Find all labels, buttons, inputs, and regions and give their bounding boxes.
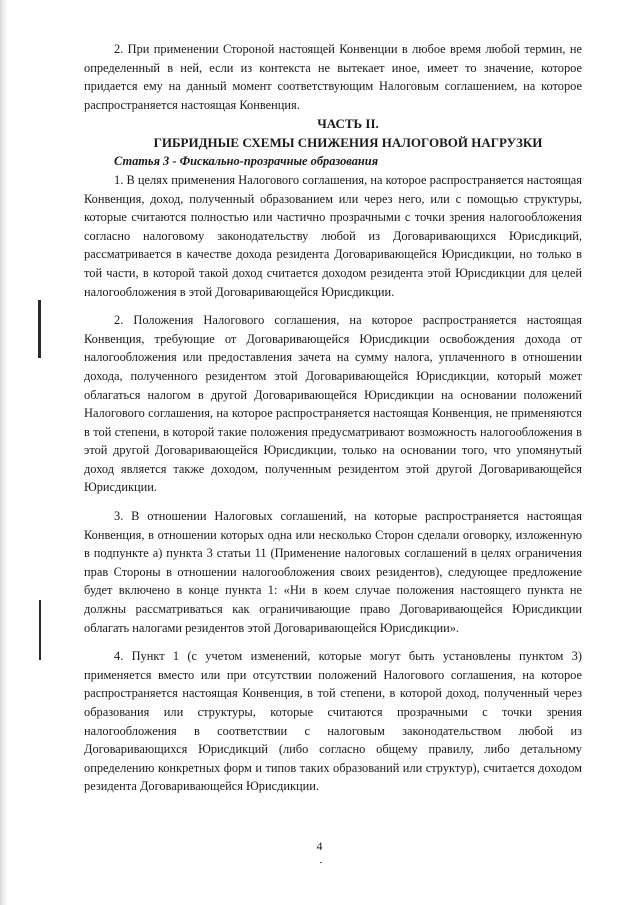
page-number: 4 <box>316 839 323 853</box>
article-paragraph-3: 3. В отношении Налоговых соглашений, на которые распространяется настоящая Конвенция, в отношении которых одна или несколько Сторон сделали оговорку, изложенную в подпункте а) пункта 3 статьи 11 (Применение налоговых соглашений в целях ограничения прав Стороны в отношении налогообложения своих резидентов), следующее предложение будет включено в конце пункта 1: «Ни в коем случае положения настоящего пункта не должны рассматриваться как ограничивающие право Договаривающейся Юрисдикции облагать налогами резидентов этой Договаривающейся Юрисдикции». <box>84 509 582 635</box>
article-paragraph-2: 2. Положения Налогового соглашения, на которое распространяется настоящая Конвенция, требующие от Договаривающейся Юрисдикции освобождения дохода от налогообложения или предоставления зачета на сумму налога, уплаченного в отношении дохода, полученного резидентом этой Договаривающейся Юрисдикции, который может облагаться налогом в другой Договаривающейся Юрисдикции на основании положений Налогового соглашения, на которое распространяется настоящая Конвенция, не применяются в той степени, в которой такие положения предусматривают возможность налогообложения в этой другой Договаривающейся Юрисдикции, только на основании того, что упомянутый доход является также доходом, полученным резидентом этой другой Договаривающейся Юрисдикции. <box>84 313 582 495</box>
scan-binding-mark <box>38 300 41 358</box>
document-body <box>84 40 582 796</box>
scan-binding-edge <box>0 0 8 905</box>
intro-paragraph: 2. При применении Стороной настоящей Конвенции в любое время любой термин, не определенный в ней, если из контекста не вытекает иное, имеет то значение, которое придается ему на данный момент соответствующим Налоговым соглашением, на которое распространяется настоящая Конвенция. <box>84 42 582 112</box>
article-heading: Статья 3 - Фискально-прозрачные образования <box>114 154 379 169</box>
part-subtitle: ГИБРИДНЫЕ СХЕМЫ СНИЖЕНИЯ НАЛОГОВОЙ НАГРУЗКИ <box>153 135 543 151</box>
article-paragraph-4: 4. Пункт 1 (с учетом изменений, которые могут быть установлены пунктом 3) применяется вместо или при отсутствии положений Налогового соглашения, на которое распространяется настоящая Конвенция, в той степени, в которой доход, полученный через образования или структуры, которые считаются прозрачными с точки зрения налогообложения в соответствии с налоговым законодательством любой из Договаривающихся Юрисдикций (либо согласно общему правилу, либо детальному определению конкретных форм и типов таких образований или структур), считается доходом резидента Договаривающейся Юрисдикции. <box>84 649 582 794</box>
part-title: ЧАСТЬ II. <box>317 116 379 132</box>
article-paragraph-1: 1. В целях применения Налогового соглашения, на которое распространяется настоящая Конвенция, доход, полученный образованием или через него, или с помощью структуры, которые считаются полностью или частично прозрачными с точки зрения налогообложения согласно налоговому законодательству любой из Договаривающихся Юрисдикций, рассматривается в качестве дохода резидента Договаривающейся Юрисдикции, но только в той части, в которой такой доход считается доходом резидента этой Юрисдикции для целей налогообложения в этой Договаривающейся Юрисдикции. <box>84 172 582 299</box>
scan-binding-mark <box>39 600 41 660</box>
scan-speck <box>320 862 322 863</box>
